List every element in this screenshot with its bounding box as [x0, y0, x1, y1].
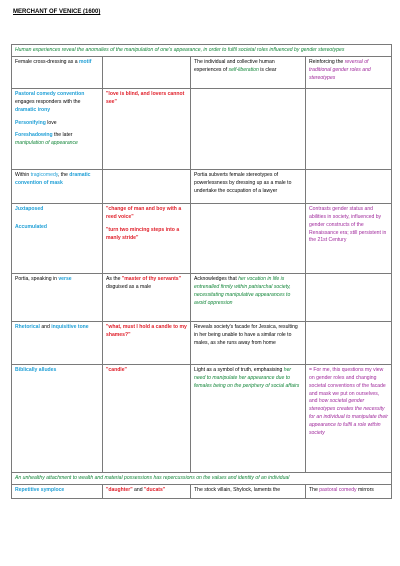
table-row [12, 364, 392, 472]
effect-cell: Portia subverts female stereotypes of powerlessness by dressing up as a male to undertake the occupation of a lawyer [191, 169, 306, 203]
reflection-cell [306, 484, 392, 498]
technique-text: Within [15, 171, 31, 178]
table-row [12, 169, 392, 203]
technique-cell [12, 56, 103, 88]
technique-term: tragicomedy [30, 171, 58, 178]
theme-row [12, 45, 392, 57]
effect-cell [191, 273, 306, 321]
technique-text: love [45, 119, 57, 126]
reflection-text: Reinforcing the [309, 58, 345, 65]
quote-cell [103, 88, 191, 169]
technique-cell [12, 169, 103, 203]
theme-statement-1: Human experiences reveal the anomalies of the manipulation of one's appearance, in order to fulfil societal roles influenced by gender stereotypes [12, 45, 392, 57]
quote-text: "master of thy servants" [121, 275, 182, 282]
technique-term: Rhetorical [15, 323, 40, 330]
quote-text: "daughter" [106, 486, 133, 493]
reflection-term: pastoral comedy [319, 486, 357, 493]
effect-text: is clear [258, 66, 277, 73]
quote-context: and [132, 486, 144, 493]
reflection-text: = For me, this questions my view on gender roles and changing societal conventions of the facade and mask we put on ourselves, and [309, 366, 386, 405]
technique-cell [12, 273, 103, 321]
reflection-cell [306, 321, 392, 364]
technique-term: verse [58, 275, 72, 282]
table-row [12, 203, 392, 273]
quote-text: "ducats" [143, 486, 166, 493]
effect-cell [191, 56, 306, 88]
quote-cell [103, 169, 191, 203]
technique-text: Female cross-dressing as a [15, 58, 79, 65]
technique-term: Juxtaposed [15, 205, 44, 212]
effect-text: Acknowledges that [194, 275, 239, 282]
technique-term: Accumulated [15, 223, 47, 230]
technique-term: Biblically alludes [15, 366, 57, 373]
effect-text: Light as a symbol of truth, emphasising [194, 366, 284, 373]
technique-cell [12, 364, 103, 472]
table-row [12, 56, 392, 88]
analysis-table [11, 44, 392, 499]
effect-cell [191, 364, 306, 472]
quote-cell [103, 56, 191, 88]
reflection-text: mirrors [356, 486, 374, 493]
quote-cell [103, 273, 191, 321]
technique-term: dramatic irony [15, 106, 51, 113]
technique-text: engages responders with the [15, 98, 81, 105]
effect-emphasis: her vocation in life is entrenalled firmly within patriarchal society, necessitating manipulative appearances to avoid oppression [194, 275, 291, 306]
effect-cell: Reveals society's facade for Jessica, resulting in her being unable to have a similar role to males, as she runs away from home [191, 321, 306, 364]
technique-text: the later [52, 132, 73, 139]
effect-cell: The stock villain, Shylock, laments the [191, 484, 306, 498]
effect-emphasis: self-liberation [228, 66, 259, 73]
quote-cell [103, 203, 191, 273]
technique-cell [12, 203, 103, 273]
quote-text: "love is blind, and lovers cannot see" [106, 90, 185, 105]
quote-cell [103, 484, 191, 498]
reflection-emphasis: how societal gender stereotypes creates the necessity for an individual to manipulate their appearance to fulfil a role within society [309, 398, 389, 437]
technique-term: Foreshadowing [15, 132, 53, 139]
technique-term: dramatic convention of mask [15, 171, 91, 186]
quote-cell [103, 321, 191, 364]
technique-text: , the [57, 171, 70, 178]
effect-cell [191, 203, 306, 273]
technique-term: motif [78, 58, 92, 65]
table-row [12, 484, 392, 498]
quote-text: "what, must I hold a candle to my shames?" [106, 323, 187, 338]
table-row [12, 273, 392, 321]
table-row [12, 88, 392, 169]
technique-term: inquisitive tone [51, 323, 89, 330]
technique-text: and [39, 323, 52, 330]
reflection-cell: Contrasts gender status and abilities in society, influenced by gender constructs of the Renaissance era; still persistent in the 21st Century [306, 203, 392, 273]
theme-statement-2: An unhealthy attachment to wealth and material possessions has repercussions on the values and identity of an individual [12, 472, 392, 484]
reflection-emphasis: reversal of traditional gender roles and stereotypes [309, 58, 371, 81]
reflection-cell [306, 169, 392, 203]
quote-text: "candle" [106, 366, 127, 373]
quote-text: "turn two mincing steps into a manly stride" [106, 226, 180, 241]
technique-cell [12, 88, 103, 169]
effect-cell [191, 88, 306, 169]
technique-term: Personifying [15, 119, 46, 126]
reflection-cell [306, 56, 392, 88]
theme-row [12, 472, 392, 484]
technique-term: Pastoral comedy convention [15, 90, 85, 97]
quote-context: disguised as a male [106, 283, 152, 290]
reflection-cell [306, 273, 392, 321]
table-row [12, 321, 392, 364]
quote-context: As the [106, 275, 122, 282]
technique-text: Portia, speaking in [15, 275, 59, 282]
effect-text: The individual and collective human experiences of [194, 58, 275, 73]
technique-cell [12, 321, 103, 364]
effect-emphasis: her need to manipulate her appearance due to females being on the periphery of social affairs [194, 366, 300, 389]
reflection-text: The [309, 486, 320, 493]
reflection-cell [306, 364, 392, 472]
reflection-cell [306, 88, 392, 169]
technique-cell [12, 484, 103, 498]
technique-emphasis: manipulation of appearance [15, 140, 78, 147]
document-title: MERCHANT OF VENICE (1600) [13, 9, 101, 15]
quote-text: "change of man and boy with a reed voice" [106, 205, 182, 220]
technique-term: Repetitive symploce [15, 486, 65, 493]
quote-cell [103, 364, 191, 472]
